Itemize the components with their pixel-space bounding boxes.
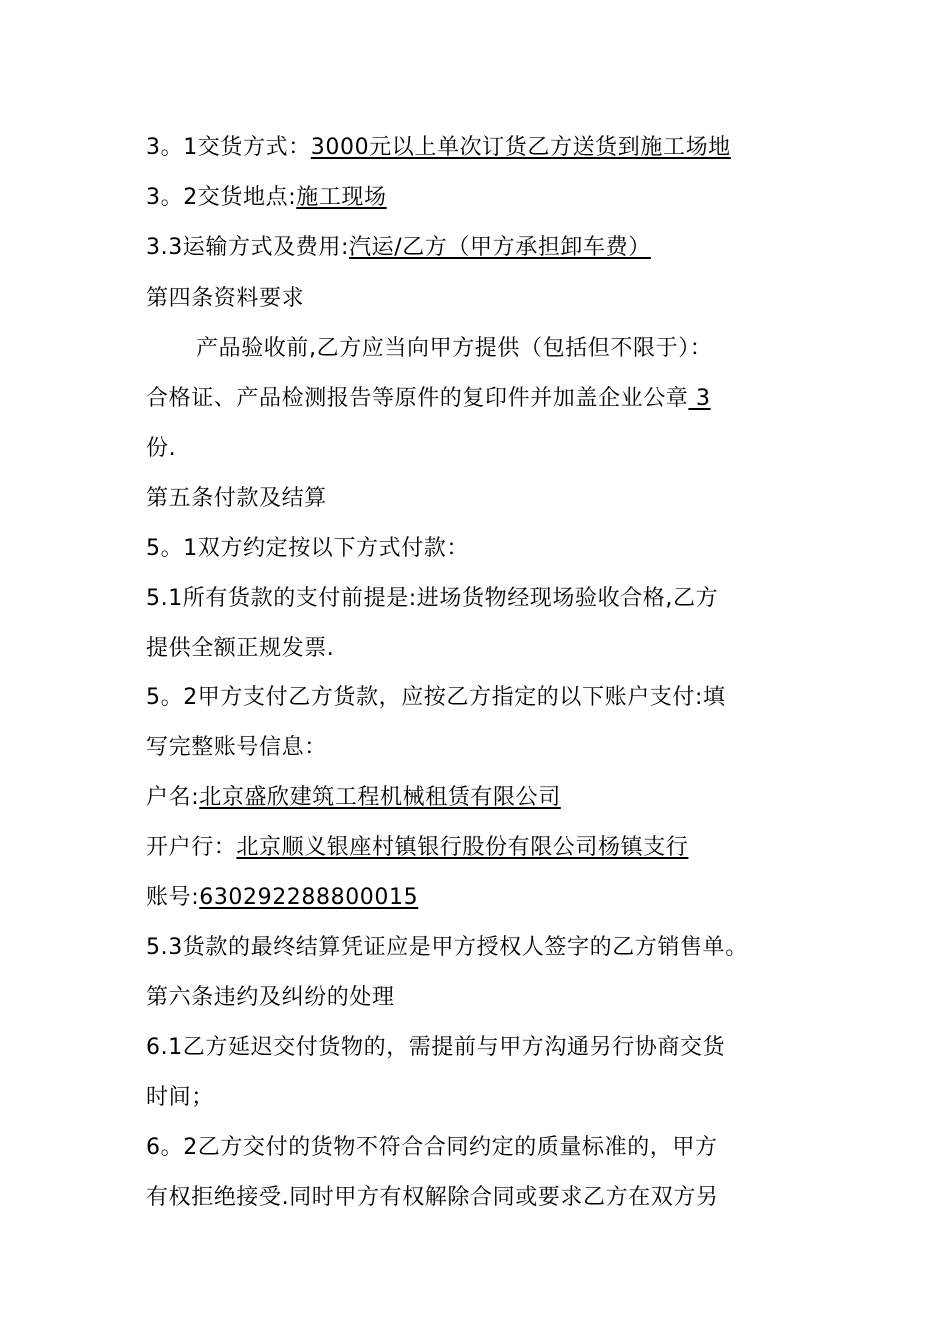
clause-6-1-text-cont: 时间；: [146, 1085, 214, 1110]
delivery-location-value: 施工现场: [296, 185, 387, 210]
bank-line: [146, 833, 688, 863]
delivery-location-label: 3。2交货地点:: [146, 185, 297, 210]
delivery-method-value: 3000元以上单次订货乙方送货到施工场地: [310, 135, 731, 160]
bank-value: 北京顺义银座村镇银行股份有限公司杨镇支行: [236, 835, 689, 860]
clause-6-2-text-cont: 有权拒绝接受.同时甲方有权解除合同或要求乙方在双方另: [146, 1185, 719, 1210]
delivery-location-line: [146, 183, 387, 213]
account-number-label: 账号:: [146, 885, 200, 910]
transport-value: 汽运/乙方（甲方承担卸车费）: [349, 235, 651, 260]
account-name-label: 户名:: [146, 785, 200, 810]
clause-5-1-heading: 5。1双方约定按以下方式付款：: [146, 536, 469, 561]
account-number-value: 630292288800015: [199, 885, 419, 910]
delivery-method-label: 3。1交货方式：: [146, 135, 311, 160]
bank-label: 开户行：: [146, 835, 237, 860]
article-6-heading: 第六条违约及纠纷的处理: [146, 985, 395, 1010]
transport-label: 3.3运输方式及费用:: [146, 235, 349, 260]
article-5-heading: 第五条付款及结算: [146, 486, 327, 511]
clause-5-2-text-cont: 写完整账号信息：: [146, 735, 327, 760]
account-name-value: 北京盛欣建筑工程机械租赁有限公司: [199, 785, 561, 810]
clause-6-2-text: 6。2乙方交付的货物不符合合同约定的质量标准的，甲方: [146, 1135, 718, 1160]
transport-line: [146, 233, 651, 263]
certificate-copies-text: 合格证、产品检测报告等原件的复印件并加盖企业公章: [146, 386, 689, 411]
copies-count-value: 3: [688, 386, 711, 411]
delivery-method-line: [146, 133, 731, 163]
copies-unit-text: 份.: [146, 436, 177, 461]
article-4-heading: 第四条资料要求: [146, 286, 305, 311]
account-number-line: [146, 883, 418, 913]
account-name-line: [146, 783, 561, 813]
clause-5-3-text: 5.3货款的最终结算凭证应是甲方授权人签字的乙方销售单。: [146, 935, 748, 960]
clause-5-1-text-cont: 提供全额正规发票.: [146, 636, 335, 661]
clause-5-1-text: 5.1所有货款的支付前提是:进场货物经现场验收合格,乙方: [146, 586, 719, 611]
clause-6-1-text: 6.1乙方延迟交付货物的，需提前与甲方沟通另行协商交货: [146, 1035, 726, 1060]
documents-requirement-text: 产品验收前,乙方应当向甲方提供（包括但不限于）：: [196, 336, 713, 361]
clause-5-2-text: 5。2甲方支付乙方货款，应按乙方指定的以下账户支付:填: [146, 685, 726, 710]
certificate-copies-line: [146, 384, 711, 414]
